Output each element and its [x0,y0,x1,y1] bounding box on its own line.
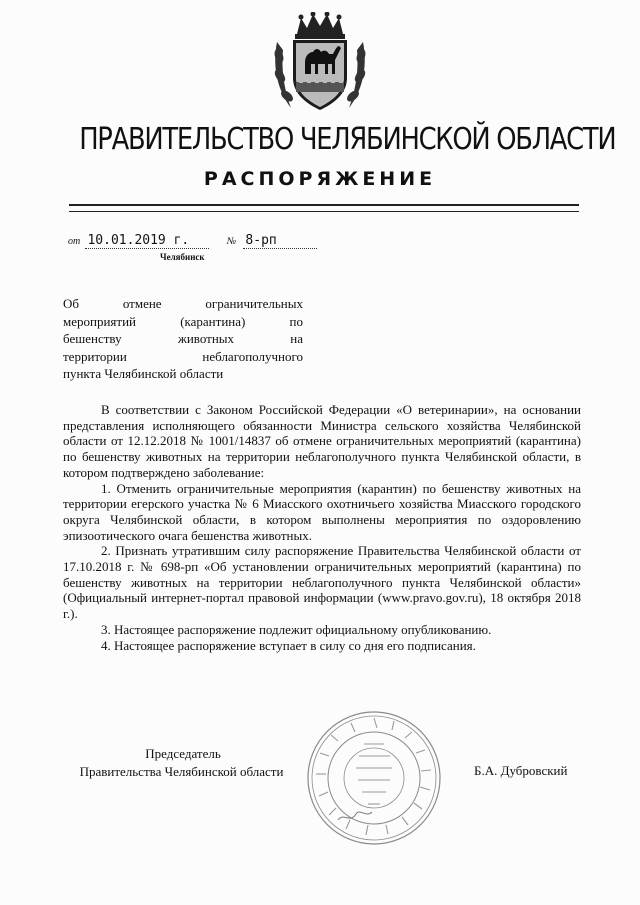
government-title: ПРАВИТЕЛЬСТВО ЧЕЛЯБИНСКОЙ ОБЛАСТИ [79,122,616,157]
document-body [63,402,581,653]
clause-paragraph: 1. Отменить ограничительные мероприятия (карантин) по бешенству животных на территории егерского участка № 6 Миасского охотничьего хозяйства Миасского городского округа Челябинской области, в котором выполнены мероприятия по оздоровлению эпизоотического очага бешенства животных. [63,480,581,543]
subject-line: Об отмене ограничительных [63,296,303,311]
clause-paragraph: 4. Настоящее распоряжение вступает в силу со дня его подписания. [101,637,476,653]
city-label: Челябинск [160,252,205,262]
position-line: Председатель [145,746,221,761]
number-prefix: № [226,236,237,247]
header-divider [69,204,579,212]
document-subject [63,295,303,383]
document-type: РАСПОРЯЖЕНИЕ [203,168,437,190]
subject-line: бешенству животных на [63,331,303,346]
chelyabinsk-coat-of-arms-icon [271,12,369,116]
date-prefix: от [68,236,81,247]
subject-line: территории неблагополучного [63,348,303,364]
clause-paragraph: 2. Признать утратившим силу распоряжение Правительства Челябинской области от 17.10.2018 г. № 698-рп «Об установлении ограничительных мероприятий (карантина) по бешенству животных на территории неблагополучного пункта Челябинской области» (Официальный интернет-портал правовой информации (www.pravo.gov.ru), 18 октября 2018 г.). [63,543,581,622]
official-round-seal-icon [304,708,444,848]
preamble-paragraph: В соответствии с Законом Российской Федерации «О ветеринарии», на основании представления исполняющего обязанности Министра сельского хозяйства Челябинской области от 12.12.2018 № 1001/14837 об отмене ограничительных мероприятий (карантина) по бешенству животных на территории неблагополучного пункта Челябинской области, в котором подтверждено заболевание: [63,402,581,480]
document-date: 10.01.2019 г. [85,233,209,249]
subject-line: мероприятий (карантина) по [63,313,303,329]
document-number: 8-рп [243,233,317,249]
position-line: Правительства Челябинской области [79,764,284,779]
signatory-name: Б.А. Дубровский [474,763,568,778]
signatory-position [63,745,303,781]
clause-paragraph: 3. Настоящее распоряжение подлежит официальному опубликованию. [101,621,492,637]
subject-line: пункта Челябинской области [63,366,224,381]
date-number-line [68,232,317,249]
